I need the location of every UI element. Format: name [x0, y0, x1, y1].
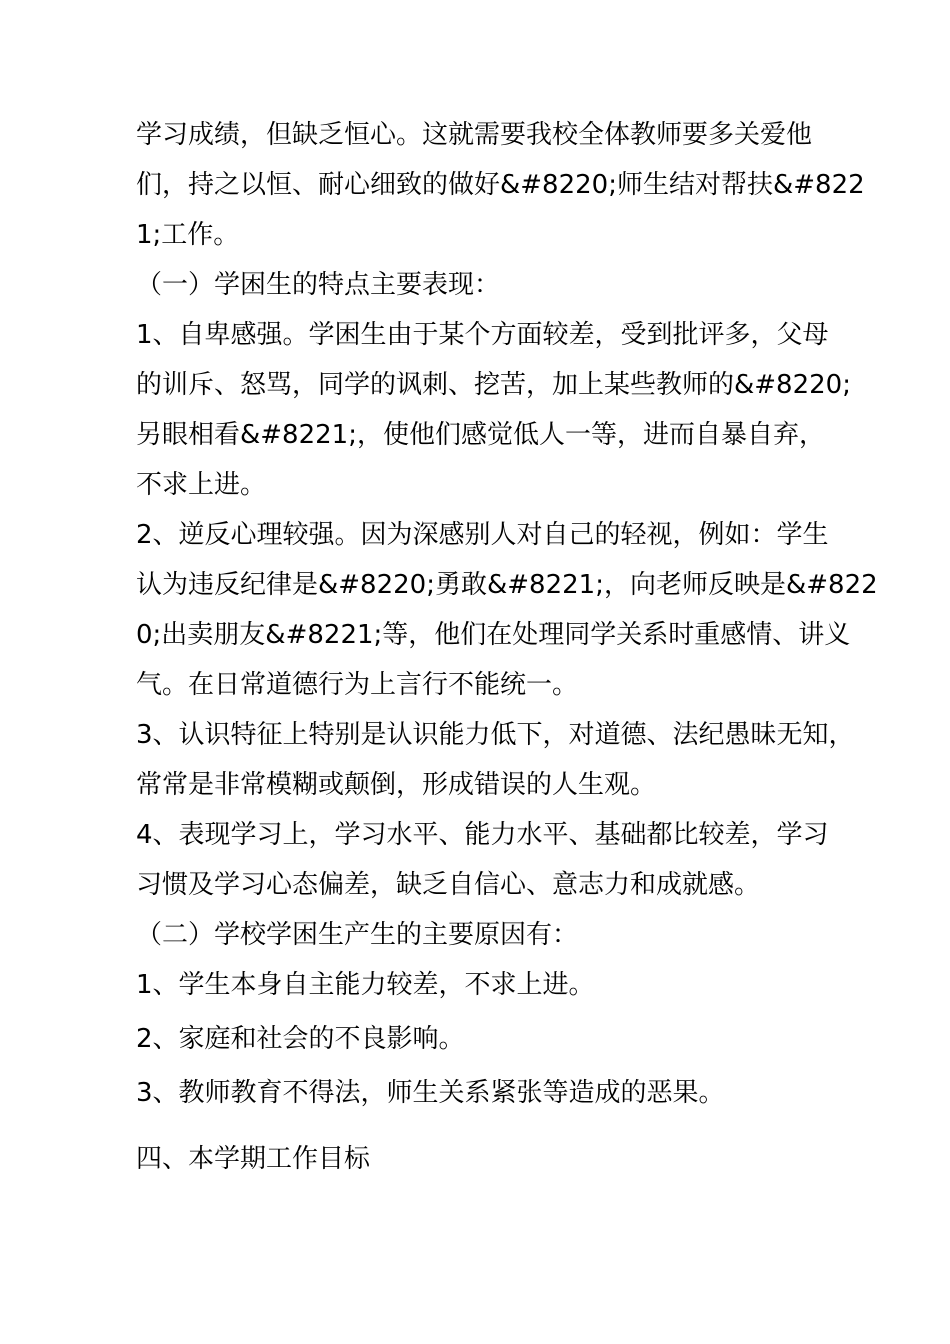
text-line: 4、表现学习上，学习水平、能力水平、基础都比较差，学习	[136, 820, 829, 850]
text-line: 常常是非常模糊或颠倒，形成错误的人生观。	[136, 770, 657, 800]
text-line: 0;出卖朋友&#8221;等，他们在处理同学关系时重感情、讲义	[136, 620, 851, 650]
text-line: 们，持之以恒、耐心细致的做好&#8220;师生结对帮扶&#822	[136, 170, 865, 200]
section-heading: （二）学校学困生产生的主要原因有：	[136, 920, 579, 950]
section-heading: （一）学困生的特点主要表现：	[136, 270, 501, 300]
section-heading: 四、本学期工作目标	[136, 1144, 371, 1174]
text-line: 2、逆反心理较强。因为深感别人对自己的轻视，例如：学生	[136, 520, 829, 550]
text-line: 气。在日常道德行为上言行不能统一。	[136, 670, 579, 700]
text-line: 的训斥、怒骂，同学的讽刺、挖苦，加上某些教师的&#8220;	[136, 370, 851, 400]
text-line: 习惯及学习心态偏差，缺乏自信心、意志力和成就感。	[136, 870, 761, 900]
text-line: 2、家庭和社会的不良影响。	[136, 1024, 465, 1054]
text-line: 3、教师教育不得法，师生关系紧张等造成的恶果。	[136, 1078, 725, 1108]
text-line: 1、学生本身自主能力较差，不求上进。	[136, 970, 595, 1000]
text-line: 1、自卑感强。学困生由于某个方面较差，受到批评多，父母	[136, 320, 829, 350]
text-line: 认为违反纪律是&#8220;勇敢&#8221;，向老师反映是&#822	[136, 570, 878, 600]
text-line: 学习成绩，但缺乏恒心。这就需要我校全体教师要多关爱他	[136, 120, 813, 150]
text-line: 3、认识特征上特别是认识能力低下，对道德、法纪愚昧无知，	[136, 720, 855, 750]
text-line: 1;工作。	[136, 220, 240, 250]
text-line: 另眼相看&#8221;，使他们感觉低人一等，进而自暴自弃，	[136, 420, 825, 450]
text-line: 不求上进。	[136, 470, 267, 500]
